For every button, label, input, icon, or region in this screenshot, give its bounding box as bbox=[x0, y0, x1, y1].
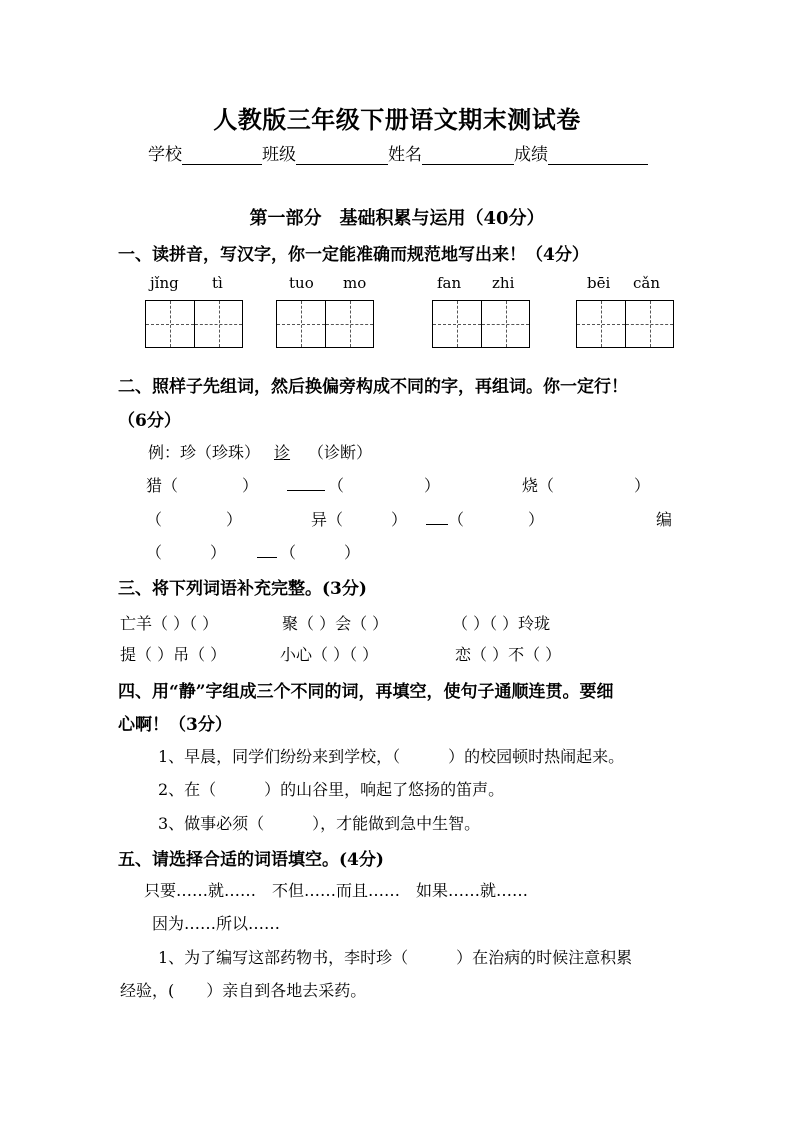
grid-cell[interactable] bbox=[433, 301, 481, 347]
example-answer: 诊 bbox=[274, 443, 291, 462]
class-field[interactable] bbox=[296, 146, 388, 165]
q3-item: 小心（ ）（ ） bbox=[280, 645, 379, 664]
score-field[interactable] bbox=[548, 146, 648, 165]
student-info-line bbox=[148, 140, 648, 165]
q2-row2-d: 编 bbox=[656, 510, 673, 529]
q2-row1-b: （ ） bbox=[328, 476, 441, 495]
q5-heading: 五、请选择合适的词语填空。(4分) bbox=[118, 850, 384, 870]
example-suffix: （诊断） bbox=[308, 443, 373, 462]
pinyin-label: tuo bbox=[289, 274, 314, 292]
class-label: 班级 bbox=[262, 145, 296, 165]
page-title: 人教版三年级下册语文期末测试卷 bbox=[213, 105, 581, 134]
pinyin-label: fan bbox=[437, 274, 462, 292]
q3-item: 恋（ ）不（ ） bbox=[455, 645, 562, 664]
q4-item: 3、做事必须（ ），才能做到急中生智。 bbox=[158, 814, 481, 833]
grid-cell[interactable] bbox=[277, 301, 325, 347]
writing-grid[interactable] bbox=[276, 300, 374, 348]
school-field[interactable] bbox=[182, 146, 262, 165]
pinyin-label: jǐng bbox=[150, 274, 179, 292]
q2-row3-a: （ ） bbox=[146, 543, 227, 562]
q4-heading: 四、用“静”字组成三个不同的词，再填空，使句子通顺连贯。要细 bbox=[118, 682, 614, 702]
q3-item: （ ）（ ）玲珑 bbox=[452, 614, 551, 633]
pinyin-label: mo bbox=[343, 274, 367, 292]
q4-item: 2、在（ ）的山谷里，响起了悠扬的笛声。 bbox=[158, 780, 505, 799]
grid-cell[interactable] bbox=[577, 301, 625, 347]
q5-item: 1、为了编写这部药物书，李时珍（ ）在治病的时候注意积累 bbox=[158, 948, 633, 967]
q3-item: 提（ ）吊（ ） bbox=[120, 645, 227, 664]
q2-row2-b: 异（ ） bbox=[311, 510, 408, 529]
score-label: 成绩 bbox=[514, 145, 548, 165]
name-label: 姓名 bbox=[388, 145, 422, 165]
q5-item-cont: 经验，( ）亲自到各地去采药。 bbox=[120, 981, 367, 1000]
q3-item: 亡羊（ ）（ ） bbox=[120, 614, 219, 633]
q2-row3-b: （ ） bbox=[280, 543, 361, 562]
answer-blank[interactable] bbox=[257, 557, 277, 558]
q1-heading: 一、读拼音，写汉字，你一定能准确而规范地写出来！（4分） bbox=[118, 245, 589, 265]
example-prefix: 例：珍（珍珠） bbox=[148, 443, 261, 462]
pinyin-label: zhi bbox=[492, 274, 515, 292]
part1-title: 第一部分 基础积累与运用（40分） bbox=[249, 208, 545, 229]
q5-options-cont: 因为……所以…… bbox=[152, 914, 281, 933]
q2-heading: 二、照样子先组词，然后换偏旁构成不同的字，再组词。你一定行！ bbox=[118, 377, 628, 397]
q4-item: 1、早晨，同学们纷纷来到学校，（ ）的校园顿时热闹起来。 bbox=[158, 747, 625, 766]
writing-grid[interactable] bbox=[576, 300, 674, 348]
q5-options: 只要……就…… 不但……而且…… 如果……就…… bbox=[144, 881, 529, 900]
grid-cell[interactable] bbox=[325, 301, 373, 347]
q2-row1-a: 猎（ ） bbox=[146, 476, 259, 495]
school-label: 学校 bbox=[148, 145, 182, 165]
q2-example bbox=[148, 440, 372, 463]
answer-blank[interactable] bbox=[426, 524, 448, 525]
q3-heading: 三、将下列词语补充完整。(3分) bbox=[118, 579, 367, 599]
grid-cell[interactable] bbox=[481, 301, 529, 347]
name-field[interactable] bbox=[422, 146, 514, 165]
grid-cell[interactable] bbox=[146, 301, 194, 347]
q2-heading-cont: （6分） bbox=[118, 411, 181, 431]
q3-item: 聚（ ）会（ ） bbox=[282, 614, 389, 633]
pinyin-label: tì bbox=[212, 274, 223, 292]
pinyin-label: cǎn bbox=[633, 274, 661, 292]
writing-grid[interactable] bbox=[145, 300, 243, 348]
q2-row2-c: （ ） bbox=[448, 510, 545, 529]
pinyin-label: bēi bbox=[587, 274, 611, 292]
q2-row1-c: 烧（ ） bbox=[522, 476, 651, 495]
q4-heading-cont: 心啊！（3分） bbox=[118, 715, 232, 735]
q2-row2-a: （ ） bbox=[146, 510, 243, 529]
grid-cell[interactable] bbox=[625, 301, 673, 347]
writing-grid[interactable] bbox=[432, 300, 530, 348]
answer-blank[interactable] bbox=[287, 490, 325, 491]
grid-cell[interactable] bbox=[194, 301, 242, 347]
